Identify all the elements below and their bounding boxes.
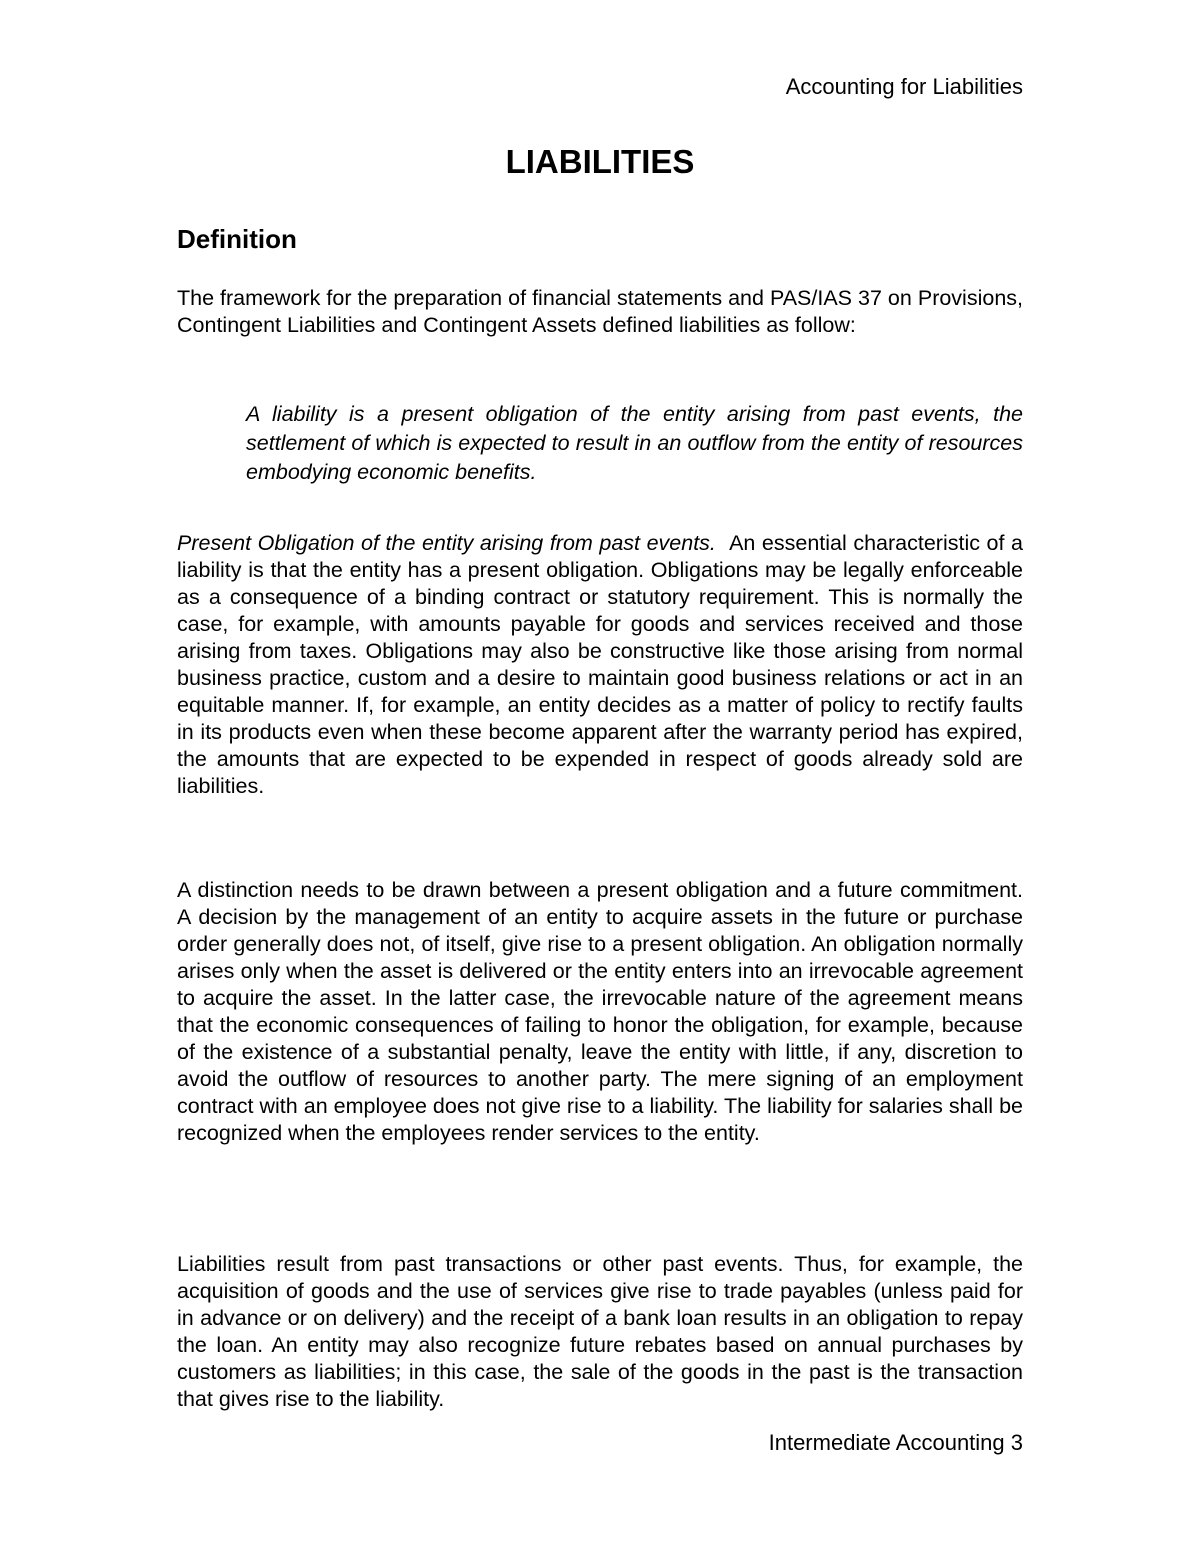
- running-footer: Intermediate Accounting 3: [768, 1430, 1023, 1455]
- definition-quote: A liability is a present obligation of the entity arising from past events, the settlement of which is expected to result in an outflow from the entity of resources embodying economic benefits.: [246, 402, 1023, 484]
- present-obligation-lead-in: Present Obligation of the entity arising from past events.: [177, 531, 716, 555]
- running-header: Accounting for Liabilities: [785, 74, 1023, 99]
- intro-paragraph: The framework for the preparation of financial statements and PAS/IAS 37 on Provisions, Contingent Liabilities and Contingent Assets defined liabilities as follow:: [177, 286, 1023, 337]
- present-obligation-body: An essential characteristic of a liability is that the entity has a present obligation. Obligations may be legally enforceable as a consequence of a binding contract or statutory requirement. This is normally the case, for example, with amounts payable for goods and services received and those arising from taxes. Obligations may also be constructive like those arising from normal business practice, custom and a desire to maintain good business relations or act in an equitable manner. If, for example, an entity decides as a matter of policy to rectify faults in its products even when these become apparent after the warranty period has expired, the amounts that are expected to be expended in respect of goods already sold are liabilities.: [177, 531, 1024, 798]
- present-obligation-paragraph: [177, 530, 1023, 800]
- page-title: LIABILITIES: [505, 143, 695, 180]
- distinction-paragraph: A distinction needs to be drawn between a present obligation and a future commitment. A decision by the management of an entity to acquire assets in the future or purchase order generally does not, of itself, give rise to a present obligation. An obligation normally arises only when the asset is delivered or the entity enters into an irrevocable agreement to acquire the asset. In the latter case, the irrevocable nature of the agreement means that the economic consequences of failing to honor the obligation, for example, because of the existence of a substantial penalty, leave the entity with little, if any, discretion to avoid the outflow of resources to another party. The mere signing of an employment contract with an employee does not give rise to a liability. The liability for salaries shall be recognized when the employees render services to the entity.: [177, 878, 1023, 1145]
- past-transactions-paragraph: Liabilities result from past transactions or other past events. Thus, for example, the acquisition of goods and the use of services give rise to trade payables (unless paid for in advance or on delivery) and the receipt of a bank loan results in an obligation to repay the loan. An entity may also recognize future rebates based on annual purchases by customers as liabilities; in this case, the sale of the goods in the past is the transaction that gives rise to the liability.: [177, 1252, 1023, 1411]
- section-heading-definition: Definition: [177, 224, 297, 254]
